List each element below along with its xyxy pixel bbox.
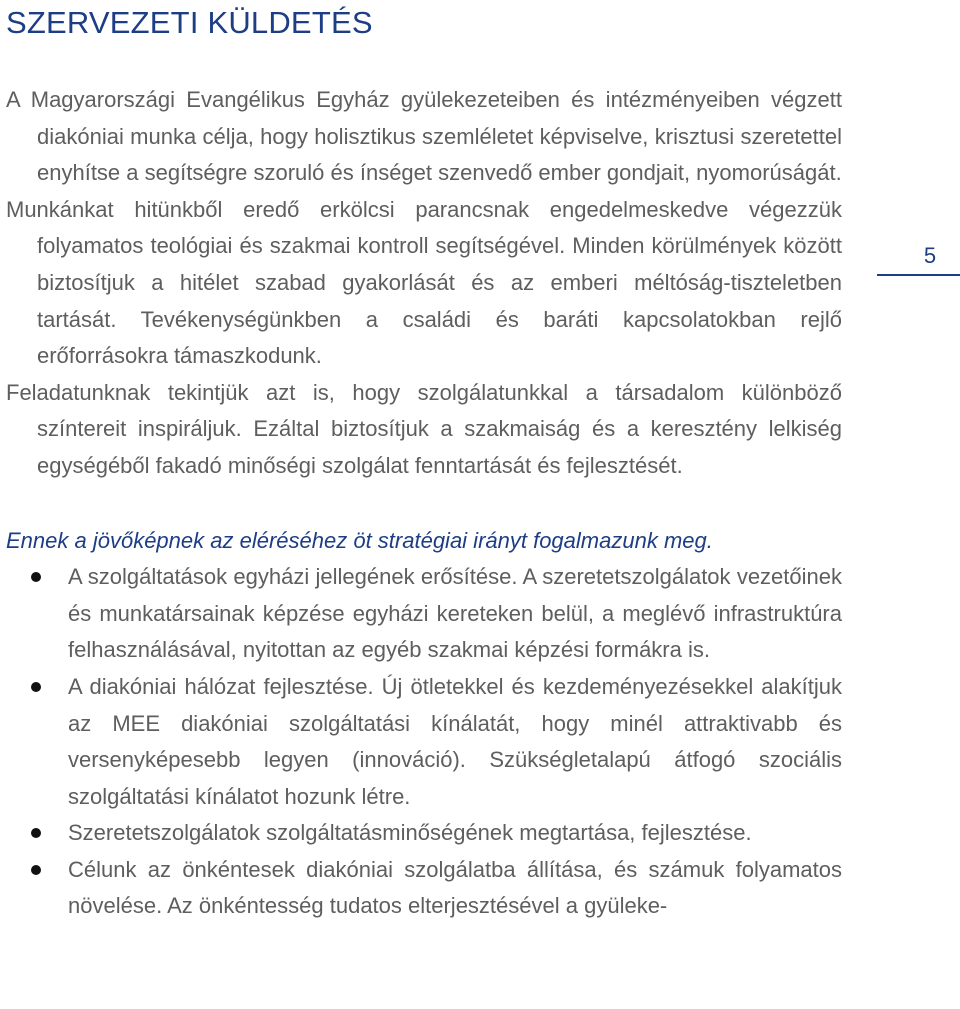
list-item: [6, 559, 842, 669]
bullet-icon: [31, 572, 41, 582]
bullet-icon: [31, 828, 41, 838]
paragraph: A Magyarországi Evangélikus Egyház gyülekezeteiben és intézményeiben végzett diakóniai munka célja, hogy holisztikus szemléletet képviselve, krisztusi szeretettel enyhítse a segítségre szoruló és ínséget szenvedő ember gondjait, nyomorúságát.: [6, 87, 842, 186]
page-number-rule: [877, 274, 960, 276]
bullet-icon: [31, 682, 41, 692]
list-item-text: A szolgáltatások egyházi jellegének erősítése. A szeretetszolgálatok vezetőinek és munkatársainak képzése egyházi kereteken belül, a meglévő infrastruktúra felhasználásával, nyitottan az egyéb szakmai képzési formákra is.: [68, 564, 842, 663]
list-item: [6, 852, 842, 925]
paragraph: Munkánkat hitünkből eredő erkölcsi parancsnak engedelmeskedve végezzük folyamatos teológiai és szakmai kontroll segítségével. Minden körülmények között biztosítjuk a hitélet szabad gyakorlását és az emberi méltóság-tiszteletben tartását. Tevékenységünkben a családi és baráti kapcsolatokban rejlő erőforrásokra támaszkodunk.: [6, 196, 842, 369]
bullet-icon: [31, 865, 41, 875]
list-item: [6, 669, 842, 815]
page-body: [6, 82, 842, 925]
strategy-intro: Ennek a jövőképnek az eléréséhez öt stratégiai irányt fogalmazunk meg.: [6, 527, 713, 553]
list-item-text: Szeretetszolgálatok szolgáltatásminőségének megtartása, fejlesztése.: [68, 820, 752, 846]
list-item: [6, 815, 842, 852]
list-item-text: Célunk az önkéntesek diakóniai szolgálatba állítása, és számuk folyamatos növelése. Az önkéntesség tudatos elterjesztésével a gyüleke-: [68, 856, 842, 919]
page-title: SZERVEZETI KÜLDETÉS: [6, 5, 373, 40]
page-number: 5: [923, 243, 937, 268]
list-item-text: A diakóniai hálózat fejlesztése. Új ötletekkel és kezdeményezésekkel alakítjuk az MEE diakóniai szolgáltatási kínálatát, hogy minél attraktivabb és versenyképesebb legyen (innováció). Szükségletalapú átfogó szociális szolgáltatási kínálatot hozunk létre.: [68, 673, 842, 809]
paragraph: Feladatunknak tekintjük azt is, hogy szolgálatunkkal a társadalom különböző színtereit inspiráljuk. Ezáltal biztosítjuk a szakmaiság és a keresztény lelkiség egységéből fakadó minőségi szolgálat fenntartását és fejlesztését.: [6, 379, 842, 478]
strategy-list: [6, 559, 842, 925]
